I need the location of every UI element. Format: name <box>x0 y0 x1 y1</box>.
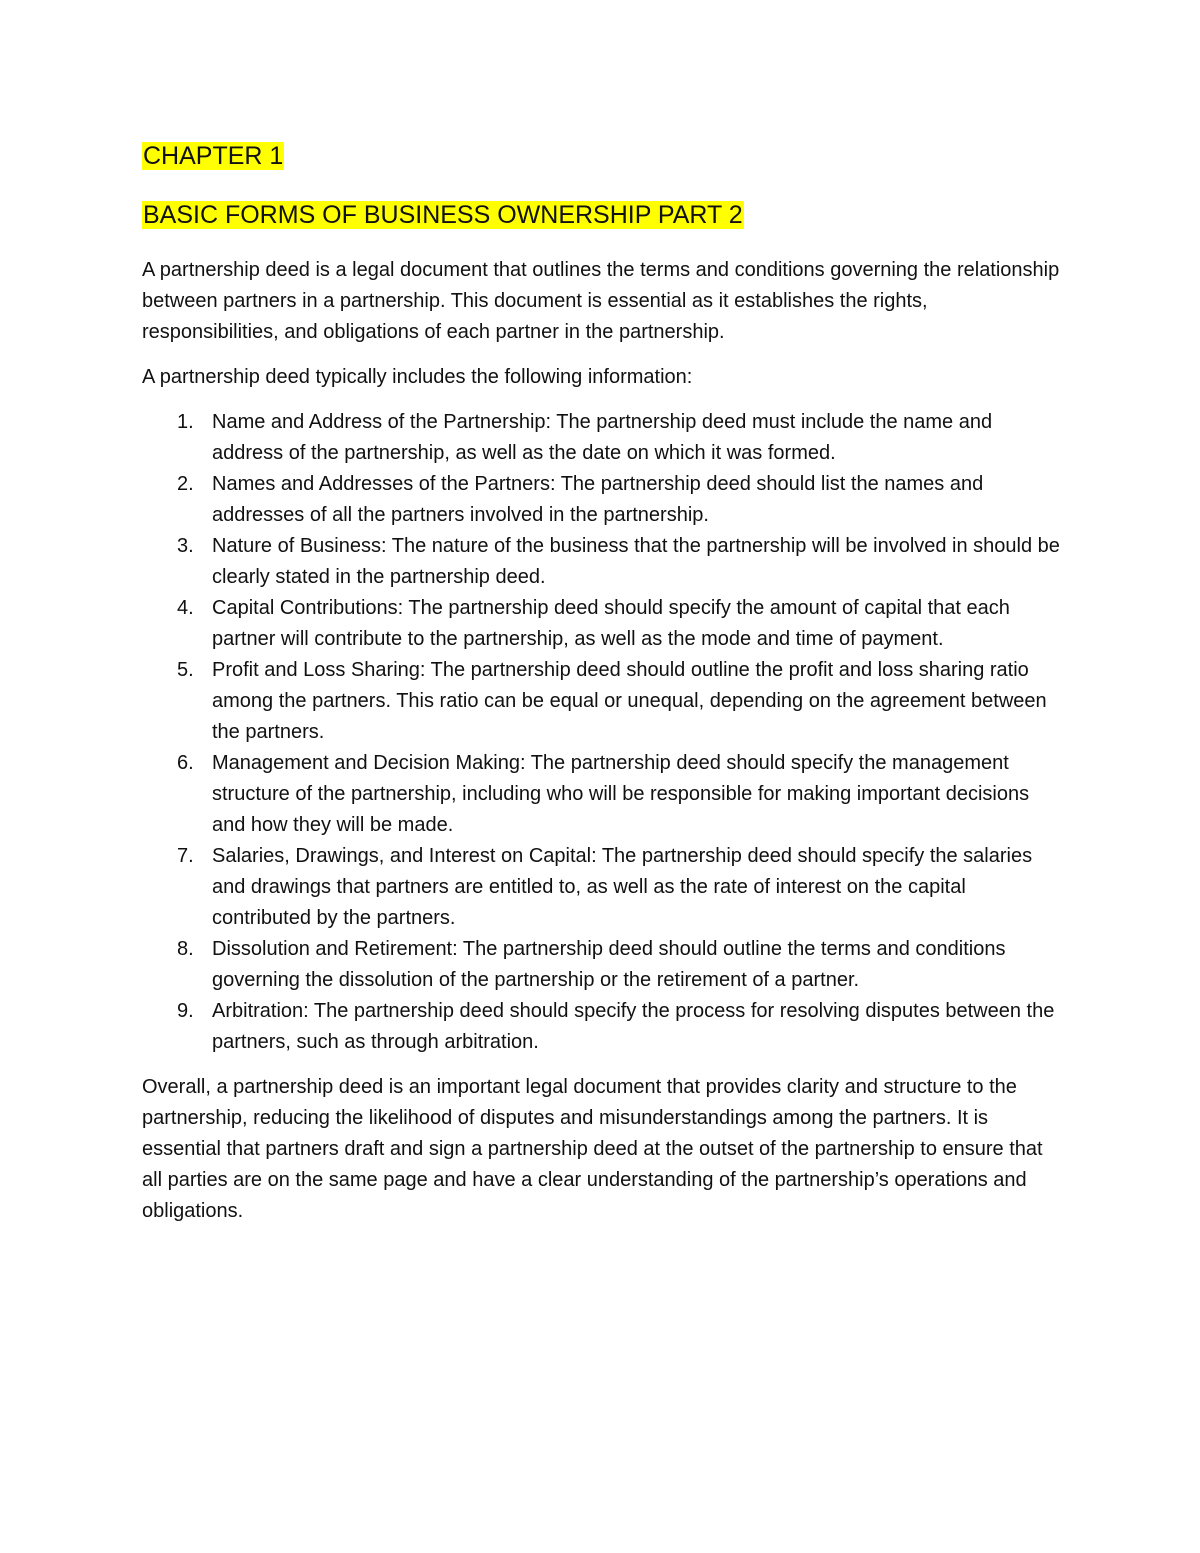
title-text: BASIC FORMS OF BUSINESS OWNERSHIP PART 2 <box>143 201 743 229</box>
list-item-number: 8. <box>177 938 194 960</box>
list-item <box>142 593 1062 655</box>
list-item-text: Arbitration: The partnership deed should specify the process for resolving disputes between the partners, such as through arbitration. <box>212 1000 1055 1053</box>
list-item-number: 9. <box>177 1000 194 1022</box>
list-item-text: Nature of Business: The nature of the business that the partnership will be involved in should be clearly stated in the partnership deed. <box>212 535 1060 588</box>
chapter-heading <box>142 140 1062 172</box>
conclusion-paragraph: Overall, a partnership deed is an important legal document that provides clarity and structure to the partnership, reducing the likelihood of disputes and misunderstandings among the partners. It is essential that partners draft and sign a partnership deed at the outset of the partnership to ensure that all parties are on the same page and have a clear understanding of the partnership’s operations and obligations. <box>142 1076 1043 1222</box>
document-title <box>142 199 1062 231</box>
list-item-number: 7. <box>177 845 194 867</box>
deed-contents-list <box>142 407 1062 1058</box>
list-item <box>142 748 1062 841</box>
chapter-label: CHAPTER 1 <box>143 142 284 170</box>
list-item <box>142 934 1062 996</box>
list-item-text: Management and Decision Making: The partnership deed should specify the management structure of the partnership, including who will be responsible for making important decisions and how they will be made. <box>212 752 1030 836</box>
document-body <box>142 140 1062 1241</box>
list-item <box>142 469 1062 531</box>
list-item-text: Profit and Loss Sharing: The partnership deed should outline the profit and loss sharing ratio among the partners. This ratio can be equal or unequal, depending on the agreement between the partners. <box>212 659 1047 743</box>
list-item-text: Name and Address of the Partnership: The partnership deed must include the name and address of the partnership, as well as the date on which it was formed. <box>212 411 993 464</box>
list-item-text: Names and Addresses of the Partners: The partnership deed should list the names and addresses of all the partners involved in the partnership. <box>212 473 984 526</box>
list-item-number: 6. <box>177 752 194 774</box>
list-item-number: 3. <box>177 535 194 557</box>
list-item-text: Dissolution and Retirement: The partnership deed should outline the terms and conditions governing the dissolution of the partnership or the retirement of a partner. <box>212 938 1006 991</box>
list-item-number: 4. <box>177 597 194 619</box>
list-item <box>142 407 1062 469</box>
list-lead-paragraph: A partnership deed typically includes the following information: <box>142 366 693 388</box>
list-item <box>142 531 1062 593</box>
list-item <box>142 841 1062 934</box>
list-item-number: 2. <box>177 473 194 495</box>
list-item-text: Salaries, Drawings, and Interest on Capital: The partnership deed should specify the salaries and drawings that partners are entitled to, as well as the rate of interest on the capital contributed by the partners. <box>212 845 1033 929</box>
list-item <box>142 996 1062 1058</box>
list-item-text: Capital Contributions: The partnership deed should specify the amount of capital that each partner will contribute to the partnership, as well as the mode and time of payment. <box>212 597 1010 650</box>
list-item <box>142 655 1062 748</box>
intro-paragraph: A partnership deed is a legal document that outlines the terms and conditions governing the relationship between partners in a partnership. This document is essential as it establishes the rights, responsibilities, and obligations of each partner in the partnership. <box>142 259 1060 343</box>
list-item-number: 5. <box>177 659 194 681</box>
list-item-number: 1. <box>177 411 194 433</box>
